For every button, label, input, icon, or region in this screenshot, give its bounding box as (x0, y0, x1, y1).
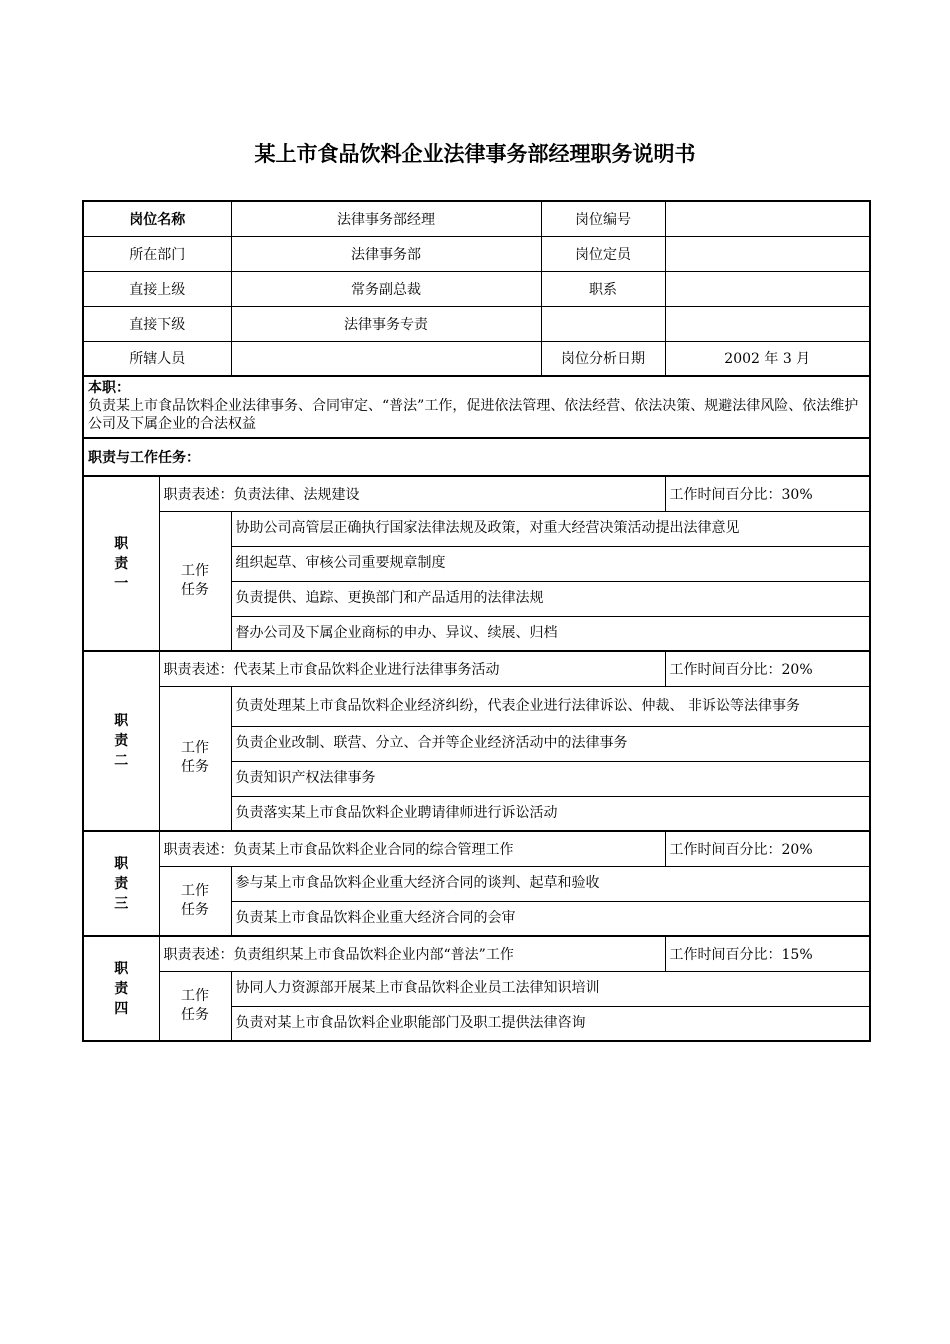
label-supervisor: 直接上级 (83, 271, 231, 306)
mission-row (83, 376, 870, 438)
duties-heading-row (83, 438, 870, 476)
duty-4-name: 职 责 四 (83, 936, 159, 1041)
label-empty (541, 306, 665, 341)
duty-2-task-3: 负责知识产权法律事务 (231, 761, 870, 796)
label-headcount: 岗位定员 (541, 236, 665, 271)
duty-3-statement: 职责表述：负责某上市食品饮料企业合同的综合管理工作 (159, 831, 665, 866)
document-title: 某上市食品饮料企业法律事务部经理职务说明书 (254, 142, 696, 166)
label-staff: 所辖人员 (83, 341, 231, 376)
duty-3-statement-row (83, 831, 870, 866)
label-analysis-date: 岗位分析日期 (541, 341, 665, 376)
duty-2-name: 职 责 二 (83, 651, 159, 831)
value-subordinate: 法律事务专责 (231, 306, 541, 341)
label-department: 所在部门 (83, 236, 231, 271)
duty-3-task-2: 负责某上市食品饮料企业重大经济合同的会审 (231, 901, 870, 936)
duty-1-task-4: 督办公司及下属企业商标的申办、异议、续展、归档 (231, 616, 870, 651)
duty-4-statement: 职责表述：负责组织某上市食品饮料企业内部“普法”工作 (159, 936, 665, 971)
value-staff (231, 341, 541, 376)
duty-3-task-label: 工作 任务 (159, 866, 231, 936)
duty-1-task-1: 协助公司高管层正确执行国家法律法规及政策，对重大经营决策活动提出法律意见 (231, 511, 870, 546)
header-row-position (83, 201, 870, 236)
duty-1-statement: 职责表述：负责法律、法规建设 (159, 476, 665, 511)
duty-1-statement-row (83, 476, 870, 511)
duty-1-task-2: 组织起草、审核公司重要规章制度 (231, 546, 870, 581)
duty-2-task-2: 负责企业改制、联营、分立、合并等企业经济活动中的法律事务 (231, 726, 870, 761)
duty-4-task-label: 工作 任务 (159, 971, 231, 1041)
duty-4-time: 工作时间百分比：15% (665, 936, 870, 971)
duty-1-time: 工作时间百分比：30% (665, 476, 870, 511)
duties-heading: 职责与工作任务： (88, 450, 200, 466)
duty-1-name: 职 责 一 (83, 476, 159, 651)
value-job-family (665, 271, 870, 306)
header-row-staff (83, 341, 870, 376)
duty-3-name: 职 责 三 (83, 831, 159, 936)
header-row-department (83, 236, 870, 271)
duty-4-task-2: 负责对某上市食品饮料企业职能部门及职工提供法律咨询 (231, 1006, 870, 1041)
mission-cell (83, 376, 870, 438)
duty-2-time: 工作时间百分比：20% (665, 651, 870, 686)
duty-1-task-row (83, 511, 870, 546)
duty-3-task-1: 参与某上市食品饮料企业重大经济合同的谈判、起草和验收 (231, 866, 870, 901)
duty-4-task-1: 协同人力资源部开展某上市食品饮料企业员工法律知识培训 (231, 971, 870, 1006)
duty-2-task-1: 负责处理某上市食品饮料企业经济纠纷，代表企业进行法律诉讼、仲裁、 非诉讼等法律事务 (231, 686, 870, 726)
label-position-code: 岗位编号 (541, 201, 665, 236)
duty-1-task-3: 负责提供、追踪、更换部门和产品适用的法律法规 (231, 581, 870, 616)
label-subordinate: 直接下级 (83, 306, 231, 341)
value-department: 法律事务部 (231, 236, 541, 271)
label-job-family: 职系 (541, 271, 665, 306)
header-row-supervisor (83, 271, 870, 306)
duty-2-statement-row (83, 651, 870, 686)
duty-3-time: 工作时间百分比：20% (665, 831, 870, 866)
value-empty (665, 306, 870, 341)
header-row-subordinate (83, 306, 870, 341)
value-position-name: 法律事务部经理 (231, 201, 541, 236)
value-analysis-date: 2002 年 3 月 (665, 341, 870, 376)
mission-heading: 本职： (88, 380, 130, 396)
value-supervisor: 常务副总裁 (231, 271, 541, 306)
duty-4-statement-row (83, 936, 870, 971)
duty-1-task-label: 工作 任务 (159, 511, 231, 651)
job-description-table (82, 200, 871, 1042)
label-position-name: 岗位名称 (83, 201, 231, 236)
duty-2-task-label: 工作 任务 (159, 686, 231, 831)
duty-2-statement: 职责表述：代表某上市食品饮料企业进行法律事务活动 (159, 651, 665, 686)
value-headcount (665, 236, 870, 271)
duty-2-task-4: 负责落实某上市食品饮料企业聘请律师进行诉讼活动 (231, 796, 870, 831)
value-position-code (665, 201, 870, 236)
duty-2-task-row (83, 686, 870, 726)
duty-3-task-row (83, 866, 870, 901)
duties-heading-cell (83, 438, 870, 476)
duty-4-task-row (83, 971, 870, 1006)
mission-text: 负责某上市食品饮料企业法律事务、合同审定、“普法”工作，促进依法管理、依法经营、依法决策、规避法律风险、依法维护公司及下属企业的合法权益 (88, 398, 859, 432)
